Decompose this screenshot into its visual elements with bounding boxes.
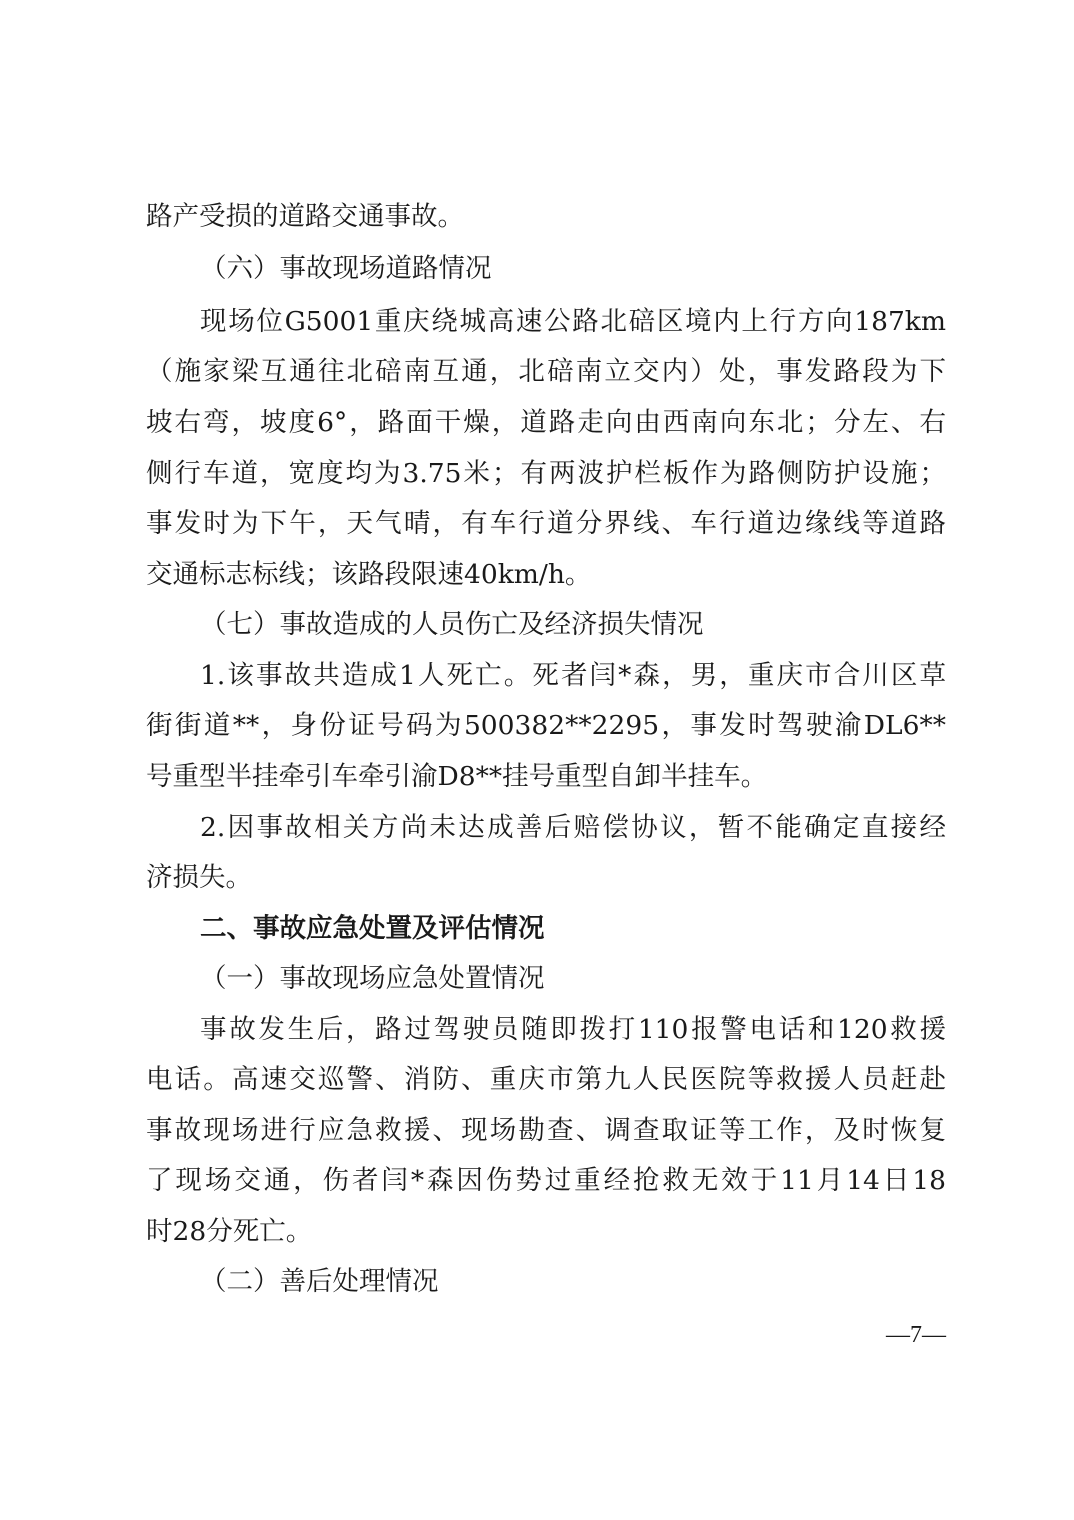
paragraph-line: 1.该事故共造成1人死亡。死者闫*森，男，重庆市合川区草 xyxy=(200,660,946,691)
paragraph-line: 事故发生后，路过驾驶员随即拨打110报警电话和120救援 xyxy=(200,1014,946,1045)
paragraph-line: 济损失。 xyxy=(146,862,252,893)
paragraph-line: （施家梁互通往北碚南互通，北碚南立交内）处，事发路段为下 xyxy=(146,356,946,387)
paragraph-line: 事发时为下午，天气晴，有车行道分界线、车行道边缘线等道路 xyxy=(146,508,946,539)
section-heading-aftermath: （二）善后处理情况 xyxy=(200,1266,439,1297)
paragraph-line: 2.因事故相关方尚未达成善后赔偿协议，暂不能确定直接经 xyxy=(200,812,946,843)
paragraph-line: 事故现场进行应急救援、现场勘查、调查取证等工作，及时恢复 xyxy=(146,1115,946,1146)
paragraph-line: 电话。高速交巡警、消防、重庆市第九人民医院等救援人员赶赴 xyxy=(146,1064,946,1095)
section-heading-casualties: （七）事故造成的人员伤亡及经济损失情况 xyxy=(200,609,704,640)
paragraph-line: 侧行车道，宽度均为3.75米；有两波护栏板作为路侧防护设施； xyxy=(146,458,946,489)
paragraph-line: 号重型半挂牵引车牵引渝D8**挂号重型自卸半挂车。 xyxy=(146,761,768,792)
paragraph-line: 路产受损的道路交通事故。 xyxy=(146,201,464,232)
paragraph-line: 交通标志标线；该路段限速40km/h。 xyxy=(146,559,592,590)
chapter-heading-emergency-response: 二、事故应急处置及评估情况 xyxy=(200,913,545,944)
paragraph-line: 街街道**，身份证号码为500382**2295，事发时驾驶渝DL6** xyxy=(146,710,946,741)
paragraph-line: 现场位G5001重庆绕城高速公路北碚区境内上行方向187km xyxy=(200,306,946,337)
paragraph-line: 坡右弯，坡度6°，路面干燥，道路走向由西南向东北；分左、右 xyxy=(146,407,946,438)
paragraph-line: 了现场交通，伤者闫*森因伤势过重经抢救无效于11月14日18 xyxy=(146,1165,946,1196)
section-heading-onsite-response: （一）事故现场应急处置情况 xyxy=(200,963,545,994)
page-number: —7— xyxy=(886,1322,946,1348)
paragraph-line: 时28分死亡。 xyxy=(146,1216,313,1247)
section-heading-road-conditions: （六）事故现场道路情况 xyxy=(200,253,492,284)
